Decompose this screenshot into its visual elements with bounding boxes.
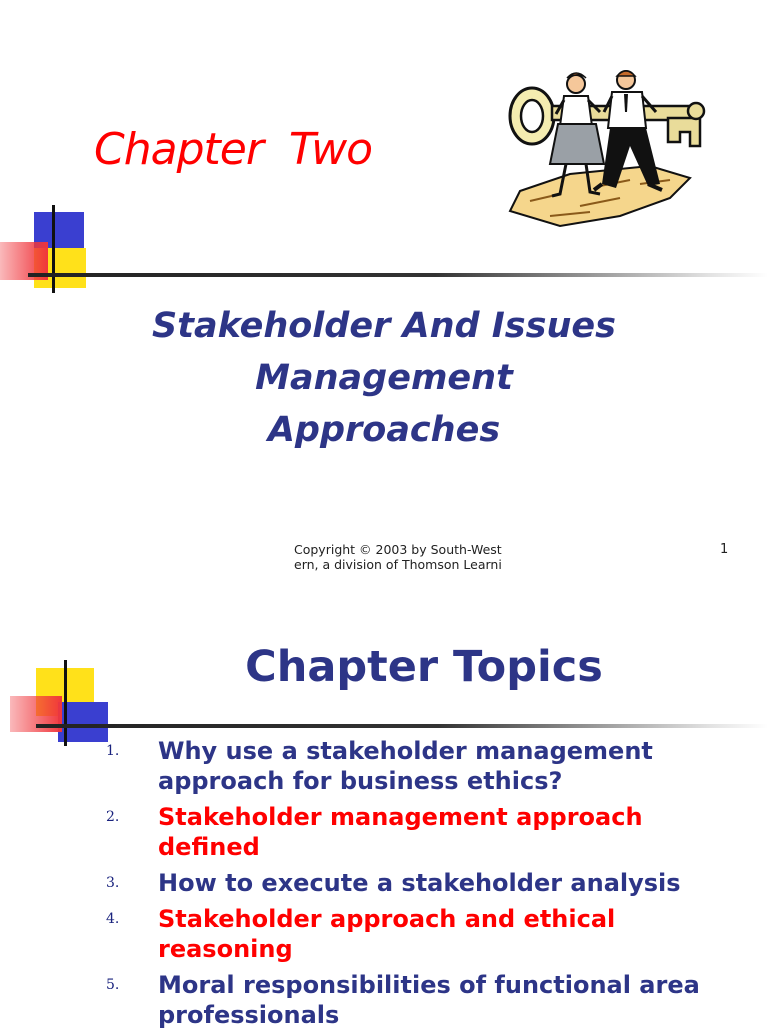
subtitle-line: Management: [255, 358, 513, 398]
list-item: [106, 970, 746, 1030]
list-item-text: Stakeholder management approach defined: [158, 803, 643, 861]
list-number: 4.: [106, 911, 120, 927]
list-number: 5.: [106, 977, 120, 993]
subtitle-line: Approaches: [267, 410, 501, 450]
footer-line: Copyright © 2003 by South-West: [294, 542, 502, 557]
topics-title: Chapter Topics: [245, 642, 603, 692]
list-item: [106, 868, 746, 898]
list-item-text: Moral responsibilities of functional area professionals: [158, 971, 700, 1029]
list-item: [106, 802, 746, 862]
divider-line: [36, 724, 768, 728]
chapter-title: Chapter Two: [94, 124, 373, 175]
topics-list: [106, 736, 746, 1036]
list-item: [106, 904, 746, 964]
list-number: 3.: [106, 875, 120, 891]
decor-vertical-line: [64, 660, 67, 746]
divider-line: [28, 273, 768, 277]
slide-2: [0, 512, 768, 1029]
list-item-text: Stakeholder approach and ethical reasoning: [158, 905, 616, 963]
subtitle-line: Stakeholder And Issues: [152, 306, 616, 346]
two-people-carrying-key-icon: [500, 66, 710, 231]
decor-vertical-line: [52, 205, 55, 293]
page-number: 1: [720, 542, 729, 557]
list-number: 1.: [106, 743, 120, 759]
list-item-text: Why use a stakeholder management approach for business ethics?: [158, 737, 653, 795]
footer-line: ern, a division of Thomson Learni: [294, 557, 502, 572]
slide-subtitle: [100, 300, 668, 456]
list-number: 2.: [106, 809, 120, 825]
list-item: [106, 736, 746, 796]
list-item-text: How to execute a stakeholder analysis: [158, 869, 681, 897]
